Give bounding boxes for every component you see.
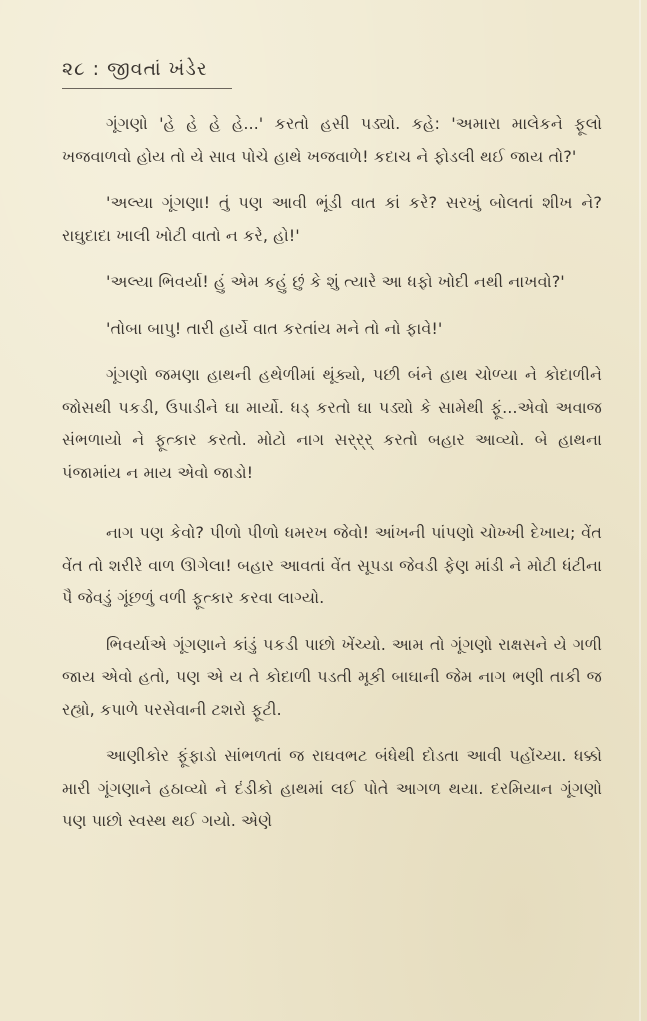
paragraph: આણીકોર ફૂંફાડો સાંભળતાં જ રાઘવભટ બંધેથી દોડતા આવી પહોંચ્યા. ધક્કો મારી ગૂંગણાને હઠાવ્યો ને દંડીકો હાથમાં લઈ પોતે આગળ થયા. દરમિયાન ગૂંગણો પણ પાછો સ્વસ્થ થઈ ગયો. એણે <box>62 746 602 830</box>
paragraph: ભિવર્યાએ ગૂંગણાને કાંડું પકડી પાછો ખેંચ્યો. આમ તો ગૂંગણો રાક્ષસને યે ગળી જાય એવો હતો, પણ એ ય તે કોદાળી પડતી મૂકી બાઘાની જેમ નાગ ભણી તાકી જ રહ્યો, કપાળે પરસેવાની ટશરો ફૂટી. <box>62 634 602 719</box>
page-body <box>62 108 602 852</box>
paragraph: ગૂંગણો 'હે હે હે હે...' કરતો હસી પડ્યો. કહે: 'અમારા માલેકને ફૂલો ખજવાળવો હોય તો યે સાવ પોચે હાથે ખજવાળે! કદાચ ને ફોડલી થઈ જાય તો?' <box>62 114 602 166</box>
header-divider <box>62 88 232 89</box>
page-edge <box>639 0 641 1021</box>
running-head: ૨૮ : જીવતાં ખંડેર <box>62 58 208 80</box>
paragraph: ગૂંગણો જમણા હાથની હથેળીમાં થૂંક્યો, પછી બંને હાથ ચોળ્યા ને કોદાળીને જોસથી પકડી, ઉપાડીને ઘા માર્યો. ધડ્ કરતો ઘા પડ્યો કે સામેથી ફૂં...એવો અવાજ સંભળાયો ને ફૂત્કાર કરતો. મોટો નાગ સર્‌ર્‌ર્ કરતો બહાર આવ્યો. બે હાથના પંજામાંય ન માય એવો જાડો! <box>62 365 602 482</box>
paragraph: 'અલ્યા ગૂંગણા! તું પણ આવી ભૂંડી વાત કાં કરે? સરખું બોલતાં શીખ ને? રાઘુદાદા ખાલી ખોટી વાતો ન કરે, હો!' <box>62 193 602 245</box>
paragraph: 'અલ્યા ભિવર્યા! હું એમ કહું છું કે શું ત્યારે આ ધફો ખોદી નથી નાખવો?' <box>106 272 565 291</box>
paragraph: 'તોબા બાપુ! તારી હાર્યે વાત કરતાંય મને તો નો ફાવે!' <box>106 318 443 338</box>
paragraph: નાગ પણ કેવો? પીળો પીળો ધમરખ જેવો! આંખની પાંપણો ચોખ્ખી દેખાય; વેંત વેંત તો શરીરે વાળ ઊગેલા! બહાર આવતાં વેંત સૂપડા જેવડી ફેણ માંડી ને મોટી ધંટીના પૈ જેવડું ગૂંછળું વળી ફૂત્કાર કરવા લાગ્યો. <box>62 523 602 607</box>
